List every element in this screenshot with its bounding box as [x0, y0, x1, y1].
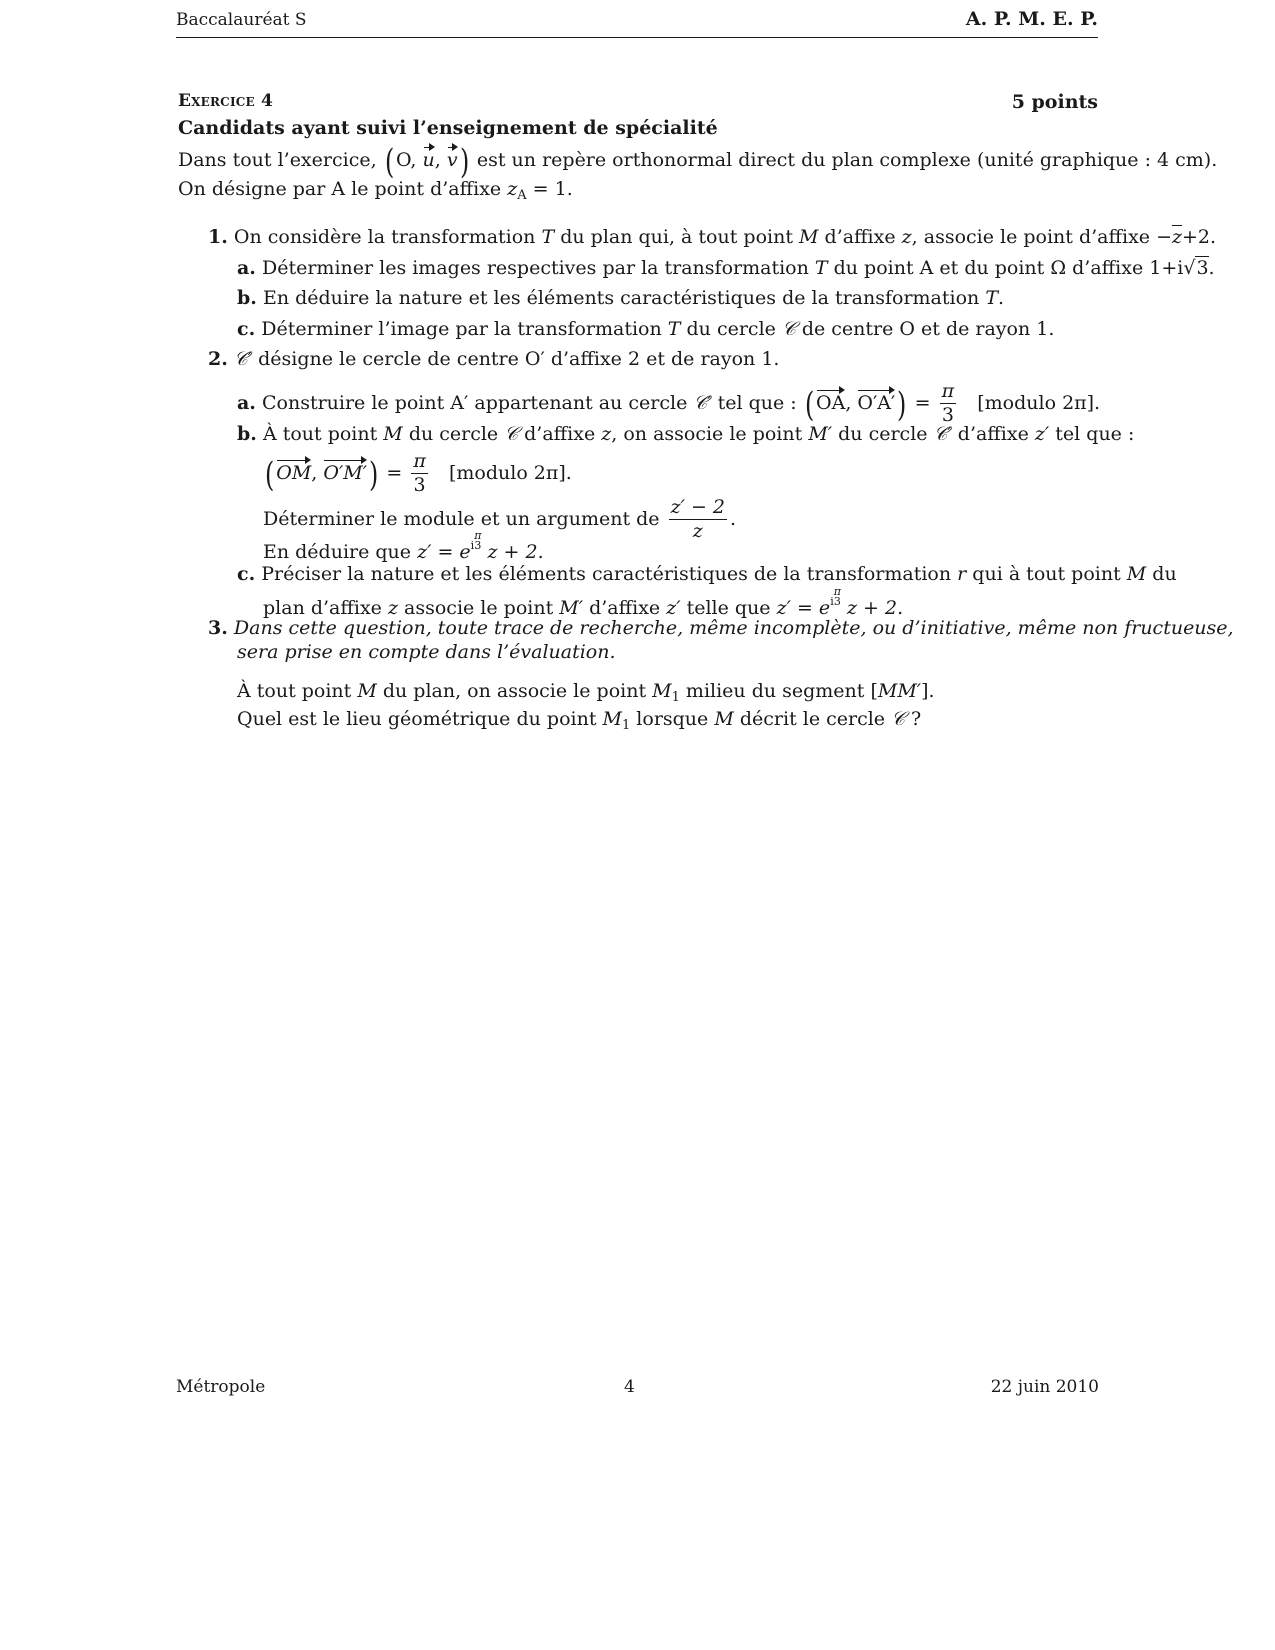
intro-line-1: Dans tout l’exercice, ( O, u, v) est un repère orthonormal direct du plan complexe (unité graphique : 4 cm). — [178, 142, 1218, 182]
question-2b-line-3: Déterminer le module et un argument de $\frac{z' - 2}{z}$ . — [263, 496, 737, 542]
question-2c-line-1: c. Préciser la nature et les éléments caractéristiques de la transformation r qui à tout point M du — [237, 563, 1177, 585]
question-1a: a. Déterminer les images respectives par la transformation T du point A et du point Ω d’affixe 1+i√3. — [237, 257, 1215, 279]
question-3-line-3: À tout point M du plan, on associe le point $M_1$ milieu du segment [MM′]. — [237, 680, 935, 705]
footer-date: 22 juin 2010 — [990, 1377, 1099, 1397]
question-1c: c. Déterminer l’image par la transformation T du cercle 𝒞 de centre O et de rayon 1. — [237, 318, 1055, 340]
question-3-line-2: sera prise en compte dans l’évaluation. — [237, 641, 616, 663]
question-2c-line-2: plan d’affixe z associe le point M′ d’affixe z′ telle que z′ = ei π 3 z + 2. — [263, 585, 904, 619]
question-2a: a. Construire le point A′ appartenant au cercle 𝒞′ tel que : ( OA, O′A′) = $\frac{\pi}{3}$ [modulo 2π]. — [237, 380, 1101, 426]
exercise-title: Exercice 4 — [178, 91, 273, 111]
header-right: A. P. M. E. P. — [965, 8, 1098, 30]
question-1: 1. On considère la transformation T du plan qui, à tout point M d’affixe z, associe le point d’affixe $-\overline{z}+2$. — [208, 226, 1217, 248]
exercise-subtitle: Candidats ayant suivi l’enseignement de spécialité — [178, 117, 718, 139]
question-3-line-1: 3. Dans cette question, toute trace de recherche, même incomplète, ou d’initiative, même non fructueuse, — [208, 617, 1234, 639]
question-2b-line-2: ( OM, O′M′) = $\frac{\pi}{3}$ [modulo 2π]. — [264, 450, 572, 496]
question-2: 2. 𝒞′ désigne le cercle de centre O′ d’affixe 2 et de rayon 1. — [208, 348, 780, 370]
question-2b-line-1: b. À tout point M du cercle 𝒞 d’affixe z, on associe le point M′ du cercle 𝒞′ d’affixe z′ tel que : — [237, 423, 1135, 445]
page-header — [176, 10, 1098, 38]
exercise-points: 5 points — [1011, 91, 1098, 113]
intro-line-2: On désigne par A le point d’affixe $z_A = 1$. — [178, 178, 573, 203]
question-1b: b. En déduire la nature et les éléments caractéristiques de la transformation T. — [237, 287, 1005, 309]
header-left: Baccalauréat S — [176, 10, 307, 30]
question-2b-line-4: En déduire que z′ = ei π 3 z + 2. — [263, 529, 544, 563]
footer-left: Métropole — [176, 1377, 266, 1397]
question-3-line-4: Quel est le lieu géométrique du point $M_1$ lorsque M décrit le cercle 𝒞 ? — [237, 708, 922, 733]
page-number: 4 — [624, 1377, 635, 1397]
